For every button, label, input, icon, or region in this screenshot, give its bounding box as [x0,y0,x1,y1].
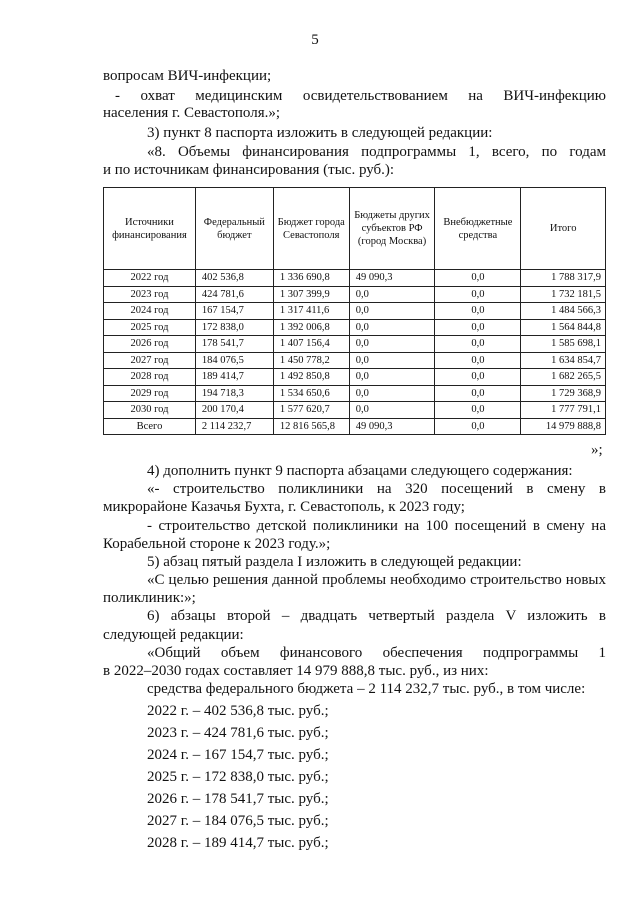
table-row [104,286,606,303]
table-cell: 1 732 181,5 [521,286,606,303]
text-line: Корабельной стороне к 2023 году.»; [103,536,331,552]
table-cell: 2024 год [104,303,196,320]
text-line: 5) абзац пятый раздела I изложить в следующей редакции: [147,554,522,570]
year-amount: 2025 г. – 172 838,0 тыс. руб.; [147,769,329,785]
text-line: микрорайоне Казачья Бухта, г. Севастополь, к 2023 году; [103,499,465,515]
table-cell: 1 392 006,8 [273,319,349,336]
table-cell: 0,0 [349,336,435,353]
table-cell: 1 336 690,8 [273,270,349,287]
table-cell: 0,0 [435,385,521,402]
table-cell: 1 577 620,7 [273,402,349,419]
table-cell: 0,0 [349,286,435,303]
closing-quote: »; [591,442,603,458]
table-cell: 1 534 650,6 [273,385,349,402]
table-cell: 194 718,3 [195,385,273,402]
table-cell: 1 634 854,7 [521,352,606,369]
table-cell: 0,0 [435,418,521,435]
year-amount: 2023 г. – 424 781,6 тыс. руб.; [147,725,329,741]
text-line: «- строительство поликлиники на 320 посещений в смену в [147,481,606,497]
table-cell: 2025 год [104,319,196,336]
year-amount: 2027 г. – 184 076,5 тыс. руб.; [147,813,329,829]
table-row [104,303,606,320]
table-cell: 1 317 411,6 [273,303,349,320]
text-line: - строительство детской поликлиники на 100 посещений в смену на [147,518,606,534]
table-row [104,336,606,353]
table-cell: 2027 год [104,352,196,369]
text-line: 6) абзацы второй – двадцать четвертый раздела V изложить в [147,608,606,624]
table-cell: 189 414,7 [195,369,273,386]
text-line: - охват медицинским освидетельствованием на ВИЧ-инфекцию [115,88,606,104]
text-line: вопросам ВИЧ-инфекции; [103,68,272,84]
text-line: и по источникам финансирования (тыс. руб.): [103,162,395,178]
table-cell: 12 816 565,8 [273,418,349,435]
table-cell: 0,0 [349,369,435,386]
table-cell: 1 492 850,8 [273,369,349,386]
table-cell: 200 170,4 [195,402,273,419]
table-cell: 49 090,3 [349,270,435,287]
table-cell: 14 979 888,8 [521,418,606,435]
table-cell: 1 585 698,1 [521,336,606,353]
column-header: Итого [521,188,606,270]
table-cell: 172 838,0 [195,319,273,336]
table-header-row [104,188,606,270]
table-cell: 1 682 265,5 [521,369,606,386]
table-cell: 1 729 368,9 [521,385,606,402]
text-line: в 2022–2030 годах составляет 14 979 888,8 тыс. руб., из них: [103,663,489,679]
table-cell: 2 114 232,7 [195,418,273,435]
table-cell: 402 536,8 [195,270,273,287]
text-line: следующей редакции: [103,627,244,643]
table-cell: 1 777 791,1 [521,402,606,419]
table-cell: 2026 год [104,336,196,353]
table-cell: 0,0 [349,352,435,369]
table-cell: 1 484 566,3 [521,303,606,320]
table-cell: 0,0 [349,319,435,336]
table-cell: 0,0 [435,352,521,369]
text-line: «8. Объемы финансирования подпрограммы 1, всего, по годам [147,144,606,160]
column-header: Бюджеты других субъектов РФ (город Москва) [349,188,435,270]
financing-table [103,187,606,435]
table-cell: 0,0 [435,402,521,419]
table-cell: 0,0 [349,385,435,402]
table-row [104,402,606,419]
table-row [104,418,606,435]
text-line: средства федерального бюджета – 2 114 232,7 тыс. руб., в том числе: [147,681,586,697]
table-row [104,369,606,386]
text-line: поликлиник:»; [103,590,196,606]
table-cell: 2028 год [104,369,196,386]
table-cell: 424 781,6 [195,286,273,303]
table-cell: 1 407 156,4 [273,336,349,353]
year-amount: 2028 г. – 189 414,7 тыс. руб.; [147,835,329,851]
year-amount: 2024 г. – 167 154,7 тыс. руб.; [147,747,329,763]
table-cell: 0,0 [349,303,435,320]
table-cell: 0,0 [349,402,435,419]
table-cell: 2022 год [104,270,196,287]
table-cell: 184 076,5 [195,352,273,369]
text-line: «С целью решения данной проблемы необходимо строительство новых [147,572,606,588]
table-cell: 178 541,7 [195,336,273,353]
text-line: 3) пункт 8 паспорта изложить в следующей редакции: [147,125,493,141]
column-header: Бюджет города Севастополя [273,188,349,270]
text-line: населения г. Севастополя.»; [103,105,281,121]
table-cell: 1 450 778,2 [273,352,349,369]
table-cell: 1 788 317,9 [521,270,606,287]
table-cell: 0,0 [435,270,521,287]
table-cell: 0,0 [435,336,521,353]
table-cell: 2030 год [104,402,196,419]
table-cell: 1 307 399,9 [273,286,349,303]
table-cell: 0,0 [435,319,521,336]
column-header: Внебюджетные средства [435,188,521,270]
table-cell: 2029 год [104,385,196,402]
text-line: «Общий объем финансового обеспечения подпрограммы 1 [147,645,606,661]
table-cell: 0,0 [435,303,521,320]
table-cell: 49 090,3 [349,418,435,435]
table-cell: 2023 год [104,286,196,303]
page-number: 5 [311,32,319,48]
column-header: Источники финансирования [104,188,196,270]
table-cell: Всего [104,418,196,435]
column-header: Федеральный бюджет [195,188,273,270]
year-amount: 2026 г. – 178 541,7 тыс. руб.; [147,791,329,807]
table-row [104,385,606,402]
table-row [104,319,606,336]
table-cell: 167 154,7 [195,303,273,320]
table-cell: 0,0 [435,369,521,386]
table-cell: 0,0 [435,286,521,303]
table-row [104,270,606,287]
text-line: 4) дополнить пункт 9 паспорта абзацами следующего содержания: [147,463,573,479]
year-amount: 2022 г. – 402 536,8 тыс. руб.; [147,703,329,719]
table-row [104,352,606,369]
table-cell: 1 564 844,8 [521,319,606,336]
